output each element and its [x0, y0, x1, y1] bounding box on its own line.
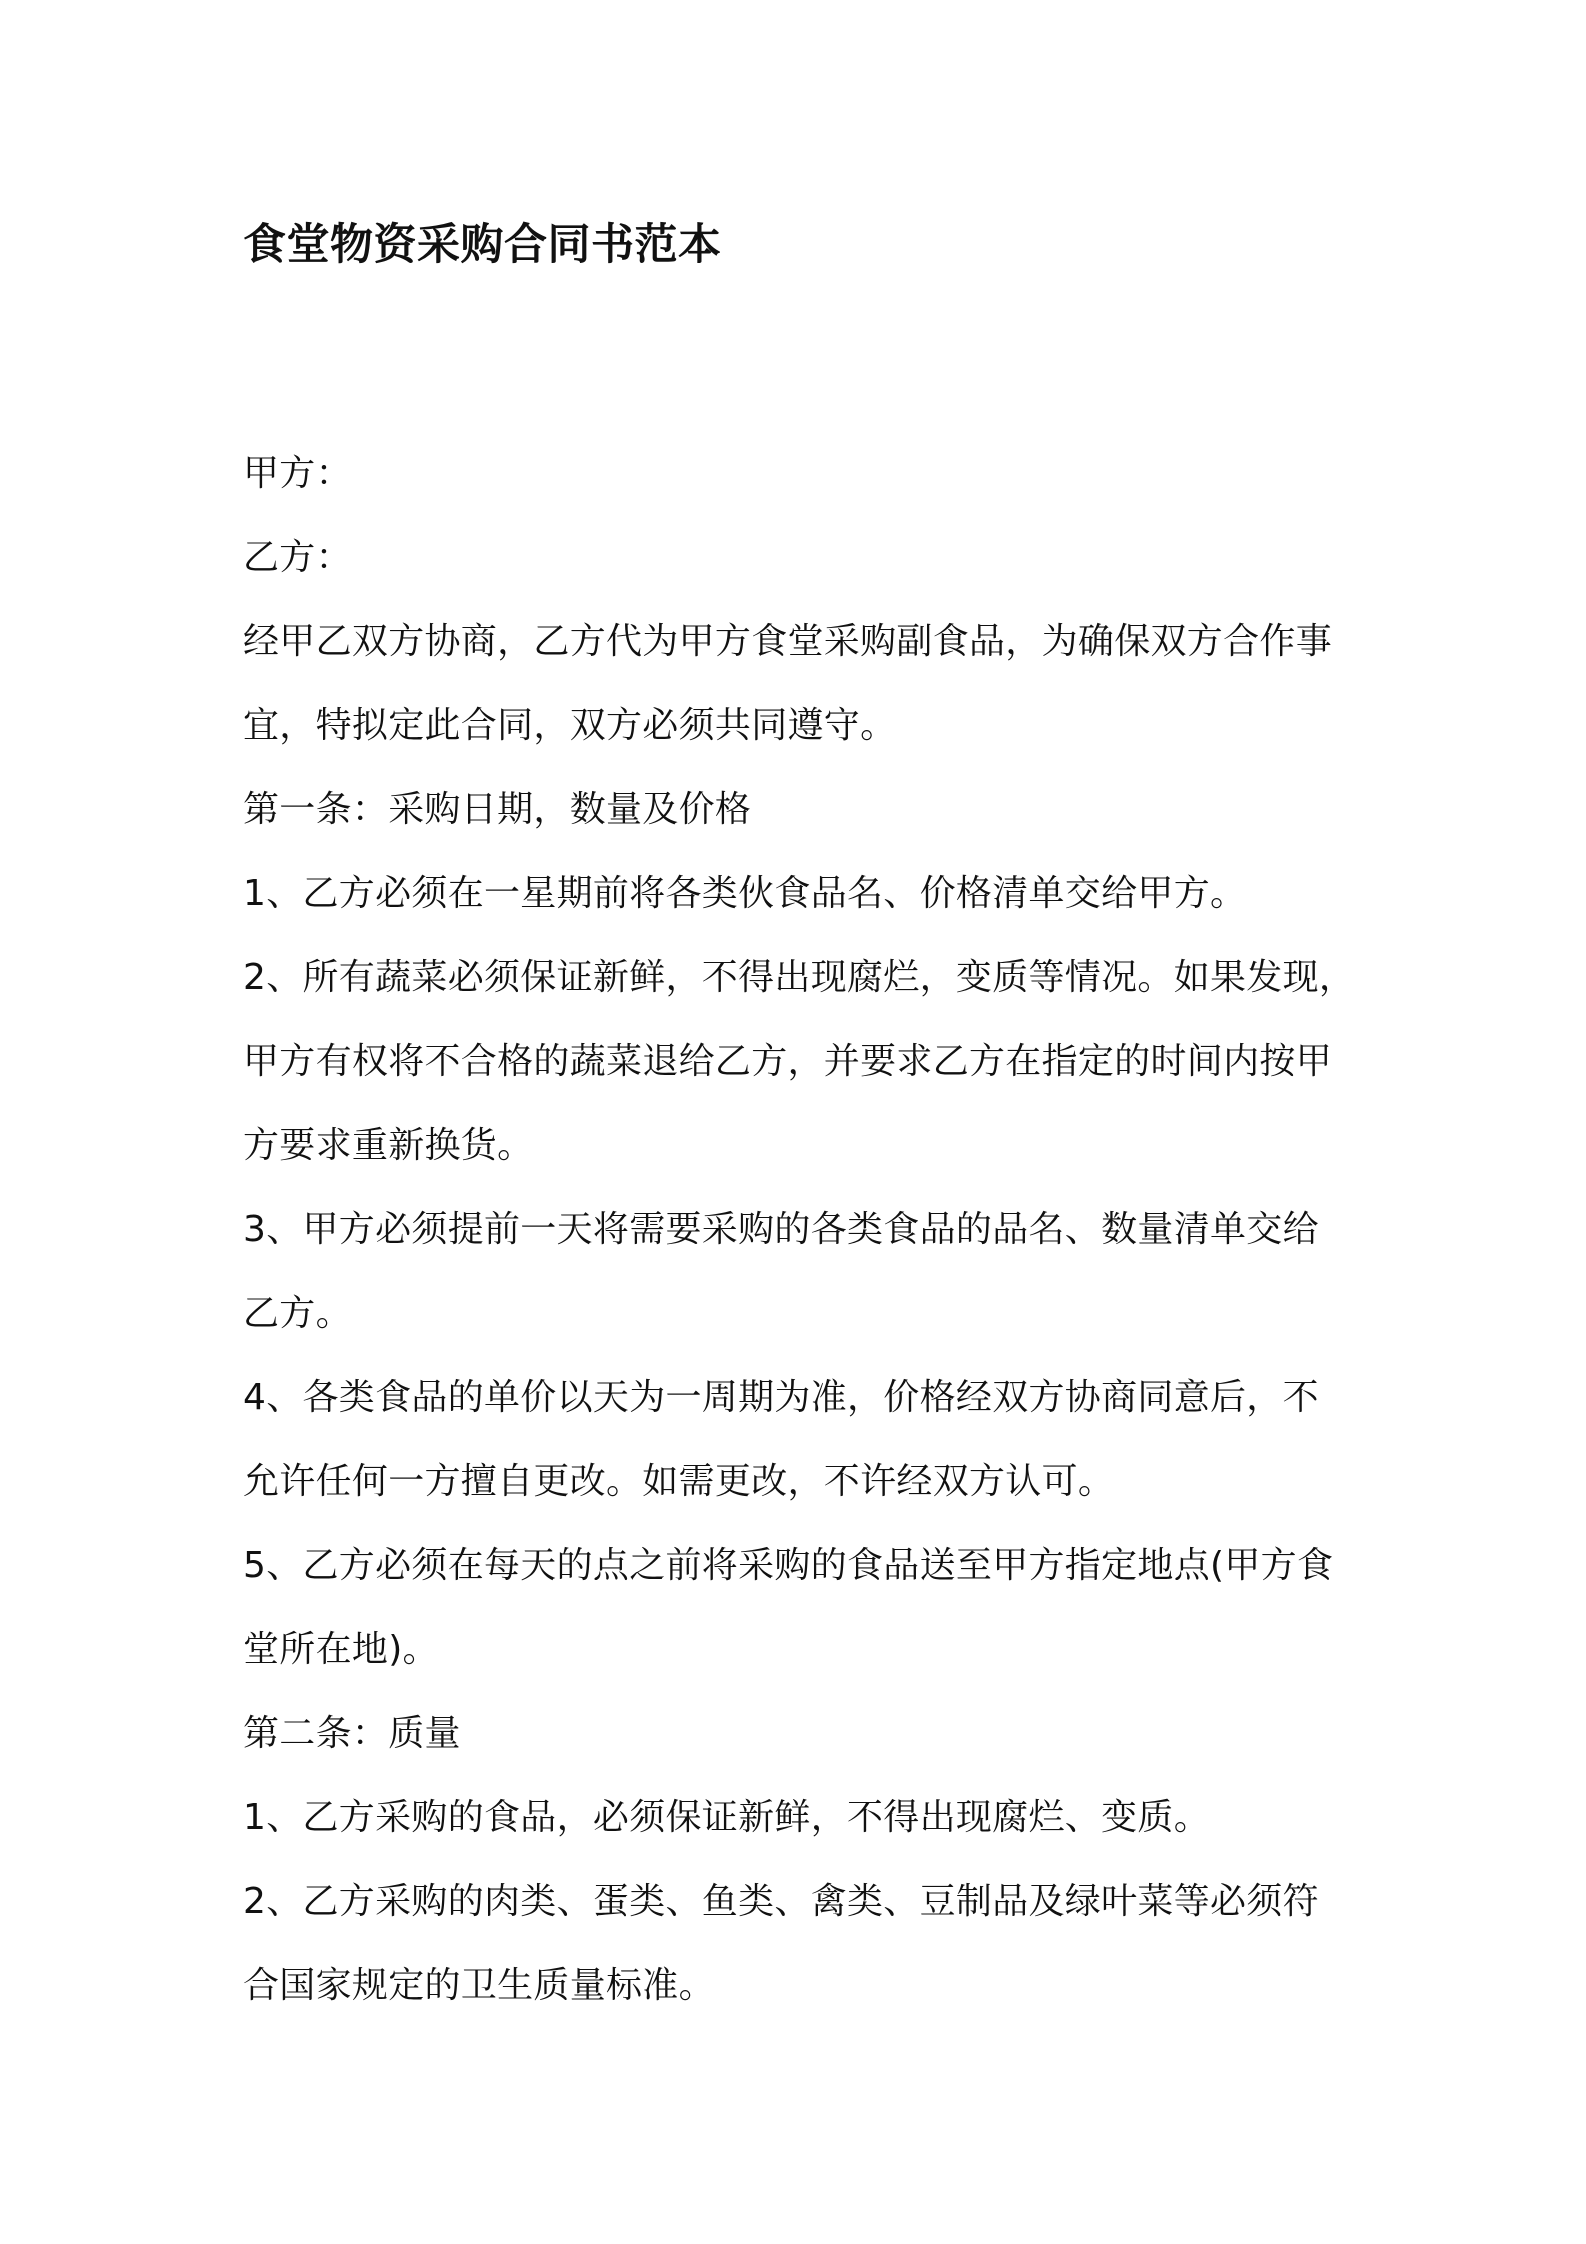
article-1-item-2-line: 2、所有蔬菜必须保证新鲜，不得出现腐烂，变质等情况。如果发现， — [243, 957, 1356, 998]
article-1-item-2-line: 甲方有权将不合格的蔬菜退给乙方，并要求乙方在指定的时间内按甲 — [243, 1041, 1333, 1082]
article-2-heading: 第二条：质量 — [243, 1713, 461, 1754]
article-2-item-2-line: 合国家规定的卫生质量标准。 — [243, 1965, 715, 2006]
document-body — [243, 210, 1368, 2028]
document-title: 食堂物资采购合同书范本 — [243, 220, 722, 270]
article-2-item-1: 1、乙方采购的食品，必须保证新鲜，不得出现腐烂、变质。 — [243, 1797, 1211, 1838]
party-b-label: 乙方： — [243, 537, 352, 578]
article-1-item-4-line: 允许任何一方擅自更改。如需更改，不许经双方认可。 — [243, 1461, 1115, 1502]
intro-line: 宜，特拟定此合同，双方必须共同遵守。 — [243, 705, 897, 746]
article-2-item-2-line: 2、乙方采购的肉类、蛋类、鱼类、禽类、豆制品及绿叶菜等必须符 — [243, 1881, 1319, 1922]
article-1-item-3-line: 3、甲方必须提前一天将需要采购的各类食品的品名、数量清单交给 — [243, 1209, 1319, 1250]
party-a-label: 甲方： — [243, 453, 352, 494]
article-1-item-1: 1、乙方必须在一星期前将各类伙食品名、价格清单交给甲方。 — [243, 873, 1247, 914]
article-1-item-3-line: 乙方。 — [243, 1293, 352, 1334]
article-1-item-4-line: 4、各类食品的单价以天为一周期为准，价格经双方协商同意后，不 — [243, 1377, 1319, 1418]
intro-line: 经甲乙双方协商，乙方代为甲方食堂采购副食品，为确保双方合作事 — [243, 621, 1333, 662]
article-1-item-5-line: 堂所在地)。 — [243, 1629, 439, 1670]
article-1-heading: 第一条：采购日期，数量及价格 — [243, 789, 752, 830]
article-1-item-5-line: 5、乙方必须在每天的点之前将采购的食品送至甲方指定地点(甲方食 — [243, 1545, 1334, 1586]
article-1-item-2-line: 方要求重新换货。 — [243, 1125, 534, 1166]
